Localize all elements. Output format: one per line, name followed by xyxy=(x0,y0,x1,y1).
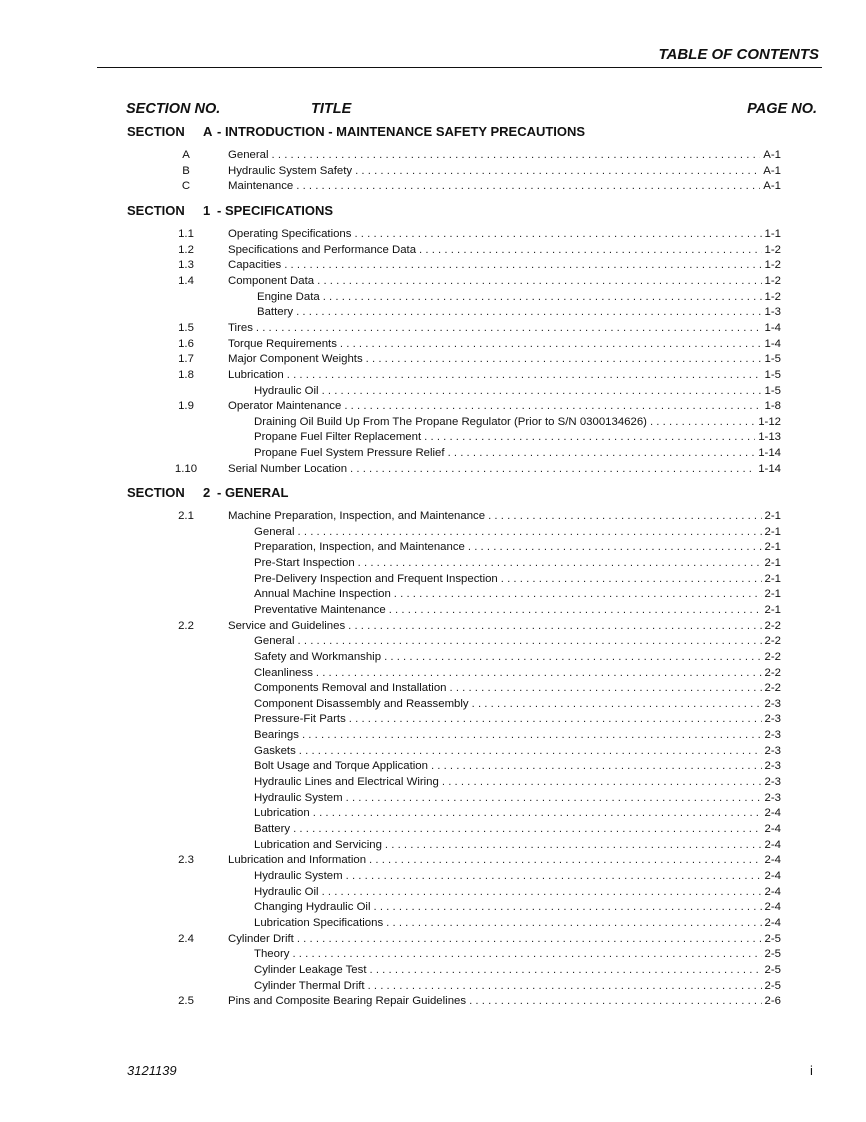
entry-line xyxy=(228,619,781,635)
toc-entry[interactable] xyxy=(0,853,866,869)
entry-page[interactable]: 2-3 xyxy=(764,697,781,710)
dot-leader xyxy=(296,305,761,321)
entry-page[interactable]: A-1 xyxy=(763,180,781,193)
toc-entry[interactable] xyxy=(0,728,866,744)
toc-entry[interactable] xyxy=(0,321,866,337)
entry-line xyxy=(254,900,781,916)
entry-line xyxy=(254,712,781,728)
toc-entry[interactable] xyxy=(0,806,866,822)
entry-title[interactable]: Maintenance xyxy=(228,180,294,193)
entry-title[interactable]: Serial Number Location xyxy=(228,462,348,475)
entry-title[interactable]: Major Component Weights xyxy=(228,353,363,366)
entry-line xyxy=(228,352,781,368)
dot-leader xyxy=(472,697,762,713)
header-title: TABLE OF CONTENTS xyxy=(658,46,819,63)
dot-leader xyxy=(284,258,761,274)
entry-title[interactable]: Safety and Workmanship xyxy=(254,650,382,663)
entry-page[interactable]: 2-1 xyxy=(764,556,781,569)
toc-entry[interactable] xyxy=(0,650,866,666)
entry-page[interactable]: 2-3 xyxy=(764,760,781,773)
entry-title[interactable]: Pre-Start Inspection xyxy=(254,556,355,569)
toc-entry[interactable] xyxy=(0,399,866,415)
dot-leader xyxy=(442,775,762,791)
entry-line xyxy=(228,509,781,525)
entry-line xyxy=(254,775,781,791)
entry-page[interactable]: 1-3 xyxy=(764,306,781,319)
document-number: 3121139 xyxy=(127,1063,177,1078)
toc-entry[interactable] xyxy=(0,994,866,1010)
toc-entry[interactable] xyxy=(0,979,866,995)
column-heading-section: SECTION NO. xyxy=(126,101,221,117)
entry-line xyxy=(228,853,781,869)
entry-title[interactable]: Lubrication and Information xyxy=(228,854,367,867)
entry-line xyxy=(228,227,781,243)
entry-number: 2.2 xyxy=(178,619,194,632)
entry-page[interactable]: 2-3 xyxy=(764,791,781,804)
entry-number: 2.3 xyxy=(178,854,194,867)
entry-number: B xyxy=(182,164,190,177)
section-title: - INTRODUCTION - MAINTENANCE SAFETY PRECAUTIONS xyxy=(217,124,586,139)
dot-leader xyxy=(313,806,762,822)
toc-entry[interactable] xyxy=(0,838,866,854)
toc-entry[interactable] xyxy=(0,634,866,650)
toc-entry[interactable] xyxy=(0,243,866,259)
entry-line xyxy=(254,744,781,760)
entry-number: C xyxy=(181,180,191,193)
entry-title[interactable]: Torque Requirements xyxy=(228,337,337,350)
toc-entry[interactable] xyxy=(0,916,866,932)
column-heading-page: PAGE NO. xyxy=(747,101,817,117)
page-number: i xyxy=(810,1063,813,1078)
section-id: A xyxy=(203,124,213,139)
toc-entry[interactable] xyxy=(0,430,866,446)
toc-entry[interactable] xyxy=(0,446,866,462)
toc-entry[interactable] xyxy=(0,368,866,384)
entry-page[interactable]: 2-6 xyxy=(764,995,781,1008)
entry-title[interactable]: Theory xyxy=(254,948,290,961)
entry-line xyxy=(228,932,781,948)
entry-page[interactable]: 2-5 xyxy=(764,963,781,976)
entry-title[interactable]: Hydraulic Oil xyxy=(254,384,319,397)
entry-line xyxy=(254,838,781,854)
entry-title[interactable]: Component Data xyxy=(228,274,315,287)
entry-number: 1.8 xyxy=(178,368,194,381)
entry-title[interactable]: Hydraulic Oil xyxy=(254,885,319,898)
dot-leader xyxy=(340,337,762,353)
entry-number: 2.4 xyxy=(178,932,194,945)
entry-title[interactable]: Cylinder Leakage Test xyxy=(254,963,367,976)
entry-title[interactable]: Bolt Usage and Torque Application xyxy=(254,760,428,773)
entry-page[interactable]: 1-8 xyxy=(764,400,781,413)
dot-leader xyxy=(272,148,761,164)
entry-page[interactable]: 2-2 xyxy=(764,635,781,648)
toc-entry[interactable] xyxy=(0,525,866,541)
toc-entry[interactable] xyxy=(0,415,866,431)
entry-page[interactable]: 2-4 xyxy=(764,838,781,851)
toc-entry[interactable] xyxy=(0,759,866,775)
entry-line xyxy=(254,759,781,775)
entry-line xyxy=(254,806,781,822)
entry-title[interactable]: Machine Preparation, Inspection, and Maintenance xyxy=(228,510,486,522)
dot-leader xyxy=(431,759,762,775)
toc-entry[interactable] xyxy=(0,885,866,901)
dot-leader xyxy=(501,572,762,588)
entry-page[interactable]: 2-4 xyxy=(764,916,781,929)
entry-line xyxy=(254,650,781,666)
entry-page[interactable]: 2-1 xyxy=(764,541,781,554)
toc-entry[interactable] xyxy=(0,619,866,635)
entry-line xyxy=(254,947,781,963)
entry-title[interactable]: Lubrication xyxy=(228,368,284,381)
entry-page[interactable]: 2-3 xyxy=(764,776,781,789)
entry-title[interactable]: General xyxy=(254,525,295,538)
dot-leader xyxy=(394,587,762,603)
entry-line xyxy=(228,243,781,259)
entry-page[interactable]: 2-1 xyxy=(764,572,781,585)
section-label: SECTION xyxy=(127,203,185,218)
entry-title[interactable]: Changing Hydraulic Oil xyxy=(254,901,371,914)
entry-page[interactable]: 2-4 xyxy=(764,885,781,898)
entry-line xyxy=(228,148,781,164)
toc-entry[interactable] xyxy=(0,148,866,164)
entry-number: 2.1 xyxy=(178,510,194,522)
entry-page[interactable]: 1-2 xyxy=(764,274,781,287)
entry-page[interactable]: 2-5 xyxy=(764,979,781,992)
entry-page[interactable]: 1-2 xyxy=(764,290,781,303)
toc-entry[interactable] xyxy=(0,352,866,368)
toc-entry[interactable] xyxy=(0,227,866,243)
entry-page[interactable]: 2-1 xyxy=(764,525,781,538)
entry-line xyxy=(228,462,781,478)
entry-title[interactable]: Lubrication and Servicing xyxy=(254,838,382,851)
entry-line xyxy=(228,994,781,1010)
dot-leader xyxy=(298,525,762,541)
entry-title[interactable]: Hydraulic System Safety xyxy=(228,164,353,177)
dot-leader xyxy=(322,384,762,400)
entry-page[interactable]: 1-2 xyxy=(764,243,781,256)
entry-line xyxy=(228,179,781,195)
entry-page[interactable]: 1-4 xyxy=(764,337,781,350)
toc-entry[interactable] xyxy=(0,572,866,588)
dot-leader xyxy=(287,368,762,384)
dot-leader xyxy=(350,462,755,478)
entry-page[interactable]: 2-4 xyxy=(764,807,781,820)
entry-page[interactable]: 1-12 xyxy=(758,415,781,428)
entry-page[interactable]: 2-4 xyxy=(764,901,781,914)
toc-entry[interactable] xyxy=(0,556,866,572)
section-label: SECTION xyxy=(127,485,185,500)
entry-title[interactable]: Hydraulic System xyxy=(254,791,343,804)
entry-page[interactable]: 2-3 xyxy=(764,713,781,726)
toc-entry[interactable] xyxy=(0,274,866,290)
entry-page[interactable]: 2-3 xyxy=(764,729,781,742)
section-id: 1 xyxy=(203,203,211,218)
entry-line xyxy=(254,525,781,541)
toc-entry[interactable] xyxy=(0,963,866,979)
entry-title[interactable]: Gaskets xyxy=(254,744,296,757)
dot-leader xyxy=(386,916,761,932)
dot-leader xyxy=(424,430,755,446)
dot-leader xyxy=(374,900,762,916)
entry-title[interactable]: Specifications and Performance Data xyxy=(228,243,417,256)
entry-title[interactable]: Battery xyxy=(254,823,291,835)
section-heading xyxy=(127,124,585,139)
entry-title[interactable]: Propane Fuel Filter Replacement xyxy=(254,431,422,444)
toc-entry[interactable] xyxy=(0,947,866,963)
dot-leader xyxy=(419,243,761,259)
column-heading-title: TITLE xyxy=(311,101,352,117)
entry-line xyxy=(254,384,781,400)
dot-leader xyxy=(256,321,762,337)
entry-title[interactable]: Pins and Composite Bearing Repair Guidelines xyxy=(228,995,467,1008)
entry-page[interactable]: A-1 xyxy=(763,164,781,177)
dot-leader xyxy=(370,963,762,979)
dot-leader xyxy=(468,540,762,556)
dot-leader xyxy=(316,666,762,682)
dot-leader xyxy=(384,650,761,666)
entry-title[interactable]: Battery xyxy=(257,306,294,319)
entry-page[interactable]: 1-5 xyxy=(764,353,781,366)
entry-title[interactable]: Hydraulic Lines and Electrical Wiring xyxy=(254,776,439,789)
entry-number: 1.6 xyxy=(178,337,194,350)
entry-page[interactable]: 1-13 xyxy=(758,431,781,444)
toc-entry[interactable] xyxy=(0,712,866,728)
entry-page[interactable]: 2-4 xyxy=(764,823,781,835)
entry-line xyxy=(254,572,781,588)
entry-line xyxy=(254,791,781,807)
entry-title[interactable]: Cylinder Drift xyxy=(228,932,294,945)
toc-entry[interactable] xyxy=(0,164,866,180)
dot-leader xyxy=(298,634,762,650)
entry-title[interactable]: Operator Maintenance xyxy=(228,400,342,413)
entry-number: 1.7 xyxy=(178,353,194,366)
entry-line xyxy=(228,274,781,290)
entry-title[interactable]: General xyxy=(254,635,295,648)
entry-line xyxy=(254,697,781,713)
entry-number: 2.5 xyxy=(178,995,194,1008)
toc-entry[interactable] xyxy=(0,869,866,885)
entry-title[interactable]: Component Disassembly and Reassembly xyxy=(254,697,469,710)
dot-leader xyxy=(366,352,762,368)
entry-line xyxy=(254,885,781,901)
entry-title[interactable]: Annual Machine Inspection xyxy=(254,588,391,601)
entry-number: 1.10 xyxy=(174,462,198,475)
toc-entry[interactable] xyxy=(0,587,866,603)
toc-entry[interactable] xyxy=(0,775,866,791)
dot-leader xyxy=(449,681,761,697)
toc-entry[interactable] xyxy=(0,290,866,306)
entry-page[interactable]: 2-1 xyxy=(764,510,781,522)
toc-entry[interactable] xyxy=(0,258,866,274)
entry-page[interactable]: 2-1 xyxy=(764,588,781,601)
entry-line xyxy=(254,587,781,603)
entry-title[interactable]: Cylinder Thermal Drift xyxy=(254,979,365,992)
entry-number: 1.9 xyxy=(178,400,194,413)
entry-line xyxy=(254,728,781,744)
dot-leader xyxy=(302,728,762,744)
toc-entry[interactable] xyxy=(0,337,866,353)
entry-page[interactable]: 2-5 xyxy=(764,932,781,945)
toc-entry[interactable] xyxy=(0,697,866,713)
dot-leader xyxy=(346,791,762,807)
dot-leader xyxy=(355,164,760,180)
entry-line xyxy=(254,979,781,995)
dot-leader xyxy=(448,446,756,462)
entry-page[interactable]: 2-2 xyxy=(764,619,781,632)
entry-title[interactable]: Cleanliness xyxy=(254,666,313,679)
entry-number: 1.2 xyxy=(178,243,194,256)
entry-line xyxy=(228,258,781,274)
entry-line xyxy=(228,321,781,337)
entry-line xyxy=(254,556,781,572)
toc-entry[interactable] xyxy=(0,305,866,321)
entry-page[interactable]: 1-1 xyxy=(764,228,781,240)
entry-title[interactable]: Pre-Delivery Inspection and Frequent Inspection xyxy=(254,572,498,585)
entry-line xyxy=(254,916,781,932)
section-heading xyxy=(127,485,289,500)
toc-entry[interactable] xyxy=(0,179,866,195)
entry-page[interactable]: 1-4 xyxy=(764,321,781,334)
entry-title[interactable]: Draining Oil Build Up From The Propane Regulator (Prior to S/N 0300134626) xyxy=(254,415,647,428)
entry-line xyxy=(257,305,781,321)
entry-page[interactable]: 2-2 xyxy=(764,682,781,695)
entry-line xyxy=(254,415,781,431)
toc-entry[interactable] xyxy=(0,540,866,556)
toc-entry[interactable] xyxy=(0,932,866,948)
entry-line xyxy=(228,399,781,415)
entry-title[interactable]: Lubrication Specifications xyxy=(254,916,384,929)
entry-number: 1.1 xyxy=(178,228,194,240)
entry-page[interactable]: 2-3 xyxy=(764,744,781,757)
entry-title[interactable]: Lubrication xyxy=(254,807,310,820)
entry-title[interactable]: General xyxy=(228,149,269,161)
entry-number: 1.3 xyxy=(178,259,194,272)
entry-title[interactable]: Pressure-Fit Parts xyxy=(254,713,346,726)
toc-entry[interactable] xyxy=(0,509,866,525)
toc-entry[interactable] xyxy=(0,791,866,807)
entry-page[interactable]: 1-14 xyxy=(758,447,781,460)
entry-line xyxy=(254,540,781,556)
entry-title[interactable]: Capacities xyxy=(228,259,282,272)
dot-leader xyxy=(299,744,762,760)
entry-number: 1.4 xyxy=(178,274,194,287)
entry-line xyxy=(228,164,781,180)
entry-title[interactable]: Preparation, Inspection, and Maintenance xyxy=(254,541,465,554)
entry-line xyxy=(254,869,781,885)
entry-page[interactable]: 1-14 xyxy=(758,462,781,475)
dot-leader xyxy=(385,838,762,854)
entry-line xyxy=(254,446,781,462)
entry-page[interactable]: 1-5 xyxy=(764,368,781,381)
toc-entry[interactable] xyxy=(0,462,866,478)
toc-entry[interactable] xyxy=(0,666,866,682)
entry-line xyxy=(228,337,781,353)
entry-line xyxy=(254,822,781,838)
dot-leader xyxy=(344,399,761,415)
entry-line xyxy=(254,430,781,446)
dot-leader xyxy=(349,712,762,728)
entry-title[interactable]: Engine Data xyxy=(257,290,320,303)
entry-title[interactable]: Operating Specifications xyxy=(228,228,352,240)
toc-entry[interactable] xyxy=(0,384,866,400)
dot-leader xyxy=(488,509,761,525)
entry-title[interactable]: Propane Fuel System Pressure Relief xyxy=(254,447,445,460)
entry-number: A xyxy=(182,149,190,161)
dot-leader xyxy=(354,227,761,243)
dot-leader xyxy=(469,994,761,1010)
entry-title[interactable]: Hydraulic System xyxy=(254,869,343,882)
dot-leader xyxy=(369,853,761,869)
dot-leader xyxy=(346,869,762,885)
dot-leader xyxy=(348,619,761,635)
section-heading xyxy=(127,203,333,218)
entry-page[interactable]: 2-5 xyxy=(764,948,781,961)
dot-leader xyxy=(358,556,762,572)
entry-title[interactable]: Service and Guidelines xyxy=(228,619,346,632)
entry-page[interactable]: 2-4 xyxy=(764,869,781,882)
entry-title[interactable]: Bearings xyxy=(254,729,299,742)
dot-leader xyxy=(323,290,762,306)
dot-leader xyxy=(293,822,761,838)
dot-leader xyxy=(317,274,761,290)
toc-entry[interactable] xyxy=(0,681,866,697)
entry-page[interactable]: 1-5 xyxy=(764,384,781,397)
toc-entry[interactable] xyxy=(0,822,866,838)
dot-leader xyxy=(322,885,762,901)
entry-page[interactable]: 1-2 xyxy=(764,259,781,272)
entry-line xyxy=(228,368,781,384)
entry-page[interactable]: 2-1 xyxy=(764,603,781,616)
entry-line xyxy=(254,963,781,979)
entry-title[interactable]: Tires xyxy=(228,321,253,334)
entry-page[interactable]: 2-2 xyxy=(764,666,781,679)
entry-number: 1.5 xyxy=(178,321,194,334)
entry-title[interactable]: Components Removal and Installation xyxy=(254,682,447,695)
dot-leader xyxy=(292,947,761,963)
entry-line xyxy=(254,666,781,682)
entry-line xyxy=(254,634,781,650)
section-id: 2 xyxy=(203,485,211,500)
section-title: - GENERAL xyxy=(217,485,289,500)
dot-leader xyxy=(296,179,760,195)
entry-line xyxy=(254,603,781,619)
entry-line xyxy=(257,290,781,306)
entry-page[interactable]: A-1 xyxy=(763,149,781,161)
toc-entry[interactable] xyxy=(0,900,866,916)
dot-leader xyxy=(389,603,762,619)
entry-page[interactable]: 2-4 xyxy=(764,854,781,867)
dot-leader xyxy=(368,979,762,995)
dot-leader xyxy=(650,415,755,431)
toc-entry[interactable] xyxy=(0,744,866,760)
entry-title[interactable]: Preventative Maintenance xyxy=(254,603,386,616)
entry-line xyxy=(254,681,781,697)
entry-page[interactable]: 2-2 xyxy=(764,650,781,663)
section-label: SECTION xyxy=(127,124,185,139)
dot-leader xyxy=(297,932,762,948)
section-title: - SPECIFICATIONS xyxy=(217,203,334,218)
toc-entry[interactable] xyxy=(0,603,866,619)
